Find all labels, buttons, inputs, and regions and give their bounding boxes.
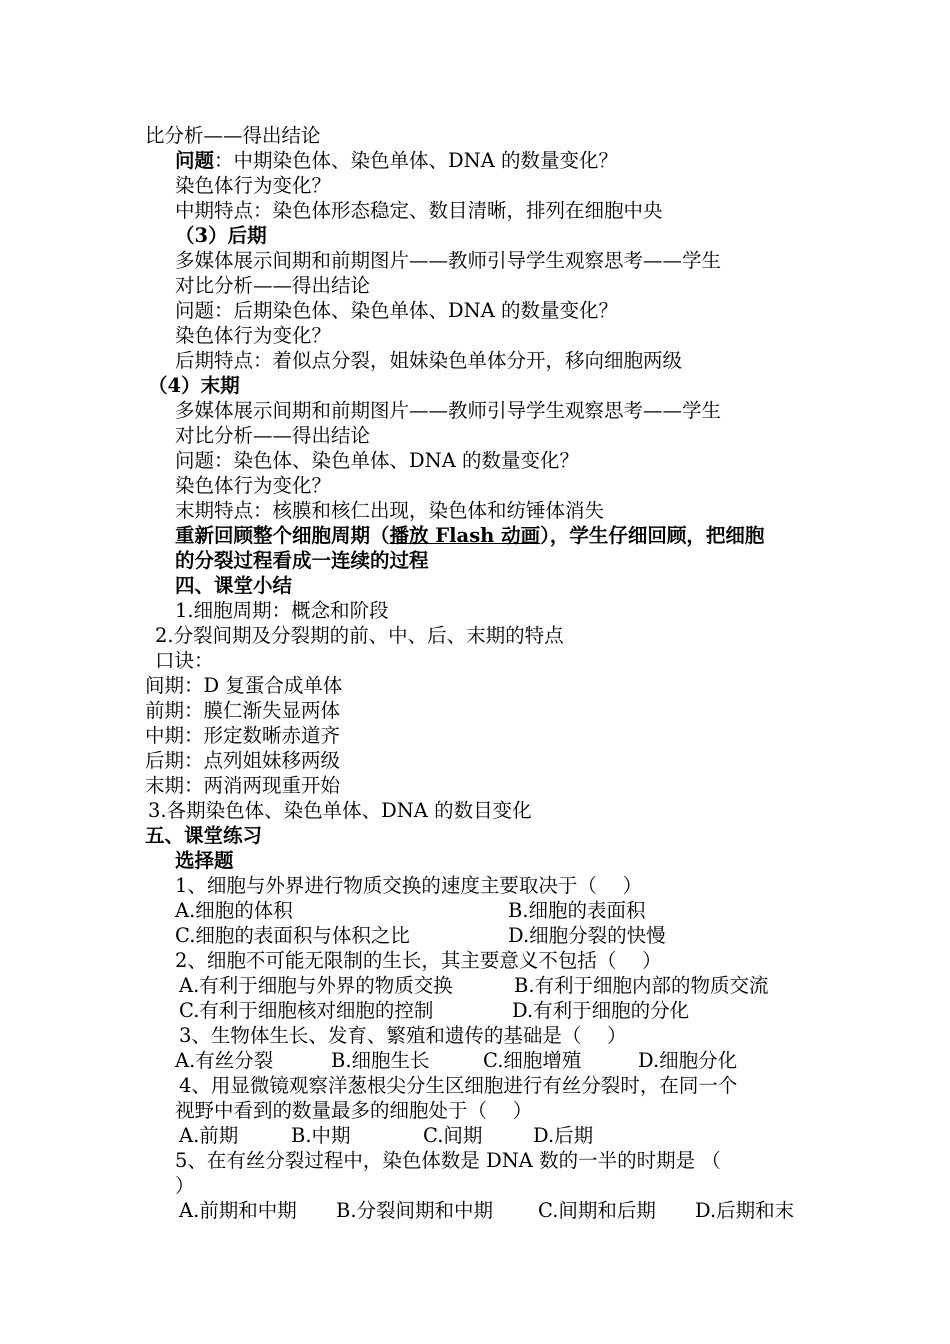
text-line: 对比分析——得出结论 [175, 424, 371, 447]
text-line: 口诀： [155, 649, 214, 672]
text-line: 中期特点：染色体形态稳定、数目清晰，排列在细胞中央 [175, 199, 663, 222]
option-c: C.细胞的表面积与体积之比 [175, 924, 410, 947]
bold-paragraph-line [175, 523, 764, 548]
text-line: 2.分裂间期及分裂期的前、中、后、末期的特点 [155, 624, 564, 647]
option-d: D.细胞分裂的快慢 [508, 924, 666, 947]
question-stem: 1、细胞与外界进行物质交换的速度主要取决于（ ） [175, 874, 643, 897]
section-heading: （3）后期 [175, 224, 267, 247]
question-stem: 2、细胞不可能无限制的生长，其主要意义不包括（ ） [175, 949, 662, 972]
option-d: D.后期和末 [695, 1199, 795, 1222]
text-line: 染色体行为变化？ [175, 174, 332, 197]
question-label: 问题 [175, 149, 215, 172]
option-c: C.有利于细胞核对细胞的控制 [179, 999, 434, 1022]
question-stem-cont: ） [175, 1174, 195, 1197]
section-heading: （4）末期 [148, 374, 240, 397]
section-subheading: 选择题 [175, 849, 234, 872]
option-c: C.间期和后期 [538, 1199, 656, 1222]
mnemonic-line: 中期：形定数晰赤道齐 [145, 724, 341, 747]
option-a: A.有丝分裂 [175, 1049, 274, 1072]
text-line: 多媒体展示间期和前期图片——教师引导学生观察思考——学生 [175, 399, 722, 422]
text-segment: 重新回顾整个细胞周期（ [175, 524, 390, 547]
option-d: D.后期 [533, 1124, 594, 1147]
text-line: 1.细胞周期：概念和阶段 [175, 599, 389, 622]
mnemonic-line: 末期：两消两现重开始 [145, 774, 341, 797]
question-stem: 3、生物体生长、发育、繁殖和遗传的基础是（ ） [179, 1024, 627, 1047]
text-line: 对比分析——得出结论 [175, 274, 371, 297]
text-segment: ），学生仔细回顾，把细胞 [540, 524, 765, 547]
question-text: ：中期染色体、染色单体、DNA 的数量变化？ [214, 149, 618, 172]
section-heading: 四、课堂小结 [175, 574, 293, 597]
option-a: A.前期和中期 [179, 1199, 297, 1222]
option-a: A.有利于细胞与外界的物质交换 [179, 974, 453, 997]
question-stem: 4、用显微镜观察洋葱根尖分生区细胞进行有丝分裂时，在同一个 [179, 1074, 738, 1097]
section-heading: 五、课堂练习 [145, 824, 263, 847]
option-d: D.有利于细胞的分化 [512, 999, 690, 1022]
text-line: 问题：染色体、染色单体、DNA 的数量变化？ [175, 449, 579, 472]
bold-paragraph-line: 的分裂过程看成一连续的过程 [175, 549, 429, 572]
option-b: B.分裂间期和中期 [336, 1199, 494, 1222]
option-d: D.细胞分化 [638, 1049, 738, 1072]
option-b: B.有利于细胞内部的物质交流 [514, 974, 769, 997]
question-stem: 5、在有丝分裂过程中，染色体数是 DNA 数的一半的时期是 （ [175, 1149, 721, 1172]
text-line: 多媒体展示间期和前期图片——教师引导学生观察思考——学生 [175, 249, 722, 272]
mnemonic-line: 前期：膜仁渐失显两体 [145, 699, 341, 722]
flash-animation-link: 播放 Flash 动画 [389, 524, 541, 547]
text-line: 问题：后期染色体、染色单体、DNA 的数量变化？ [175, 299, 618, 322]
question-line [175, 148, 618, 173]
option-a: A.细胞的体积 [175, 899, 293, 922]
text-line: 比分析——得出结论 [145, 124, 321, 147]
option-a: A.前期 [179, 1124, 239, 1147]
text-line: 3.各期染色体、染色单体、DNA 的数目变化 [148, 799, 532, 822]
option-b: B.细胞生长 [331, 1049, 430, 1072]
question-stem-cont: 视野中看到的数量最多的细胞处于（ ） [175, 1099, 533, 1122]
option-c: C.细胞增殖 [483, 1049, 582, 1072]
mnemonic-line: 后期：点列姐妹移两级 [145, 749, 341, 772]
option-c: C.间期 [423, 1124, 483, 1147]
text-line: 后期特点：着似点分裂，姐妹染色单体分开，移向细胞两级 [175, 349, 683, 372]
text-line: 染色体行为变化？ [175, 324, 332, 347]
text-line: 染色体行为变化？ [175, 474, 332, 497]
text-line: 末期特点：核膜和核仁出现，染色体和纺锤体消失 [175, 499, 605, 522]
option-b: B.细胞的表面积 [508, 899, 646, 922]
option-b: B.中期 [291, 1124, 351, 1147]
mnemonic-line: 间期：D 复蛋合成单体 [145, 674, 343, 697]
